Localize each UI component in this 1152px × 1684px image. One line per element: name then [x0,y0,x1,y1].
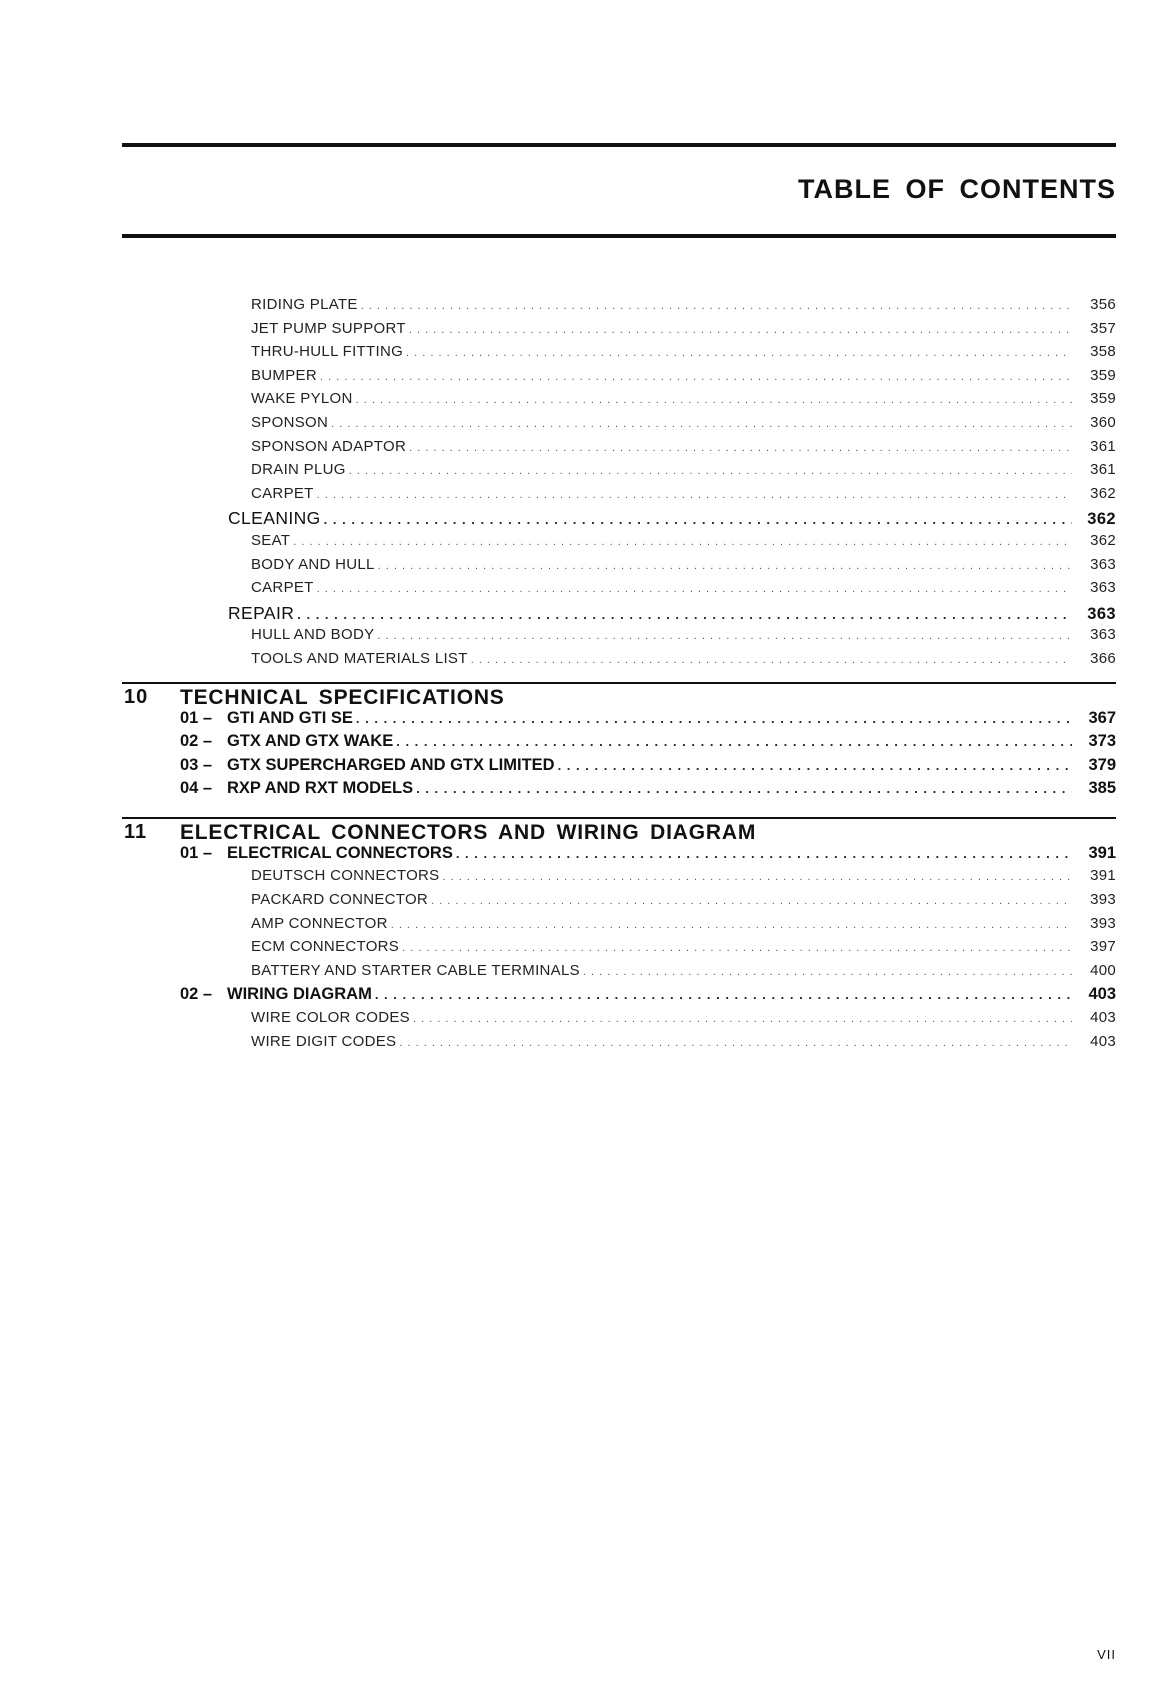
dot-leader [416,781,1072,796]
toc-entry-text: WIRE DIGIT CODES [251,1032,397,1050]
toc-entry-number: 02 – [180,985,213,1004]
toc-entry-text: CARPET [251,579,314,597]
toc-entry-page: 379 [1088,755,1116,774]
toc-entry[interactable] [122,438,1116,462]
dot-leader [406,347,1072,359]
dot-leader [356,711,1072,726]
toc-entry-label [180,985,375,1004]
toc-entry-label [251,367,320,384]
toc-entry[interactable] [122,650,1116,674]
toc-entry-page: 356 [1090,296,1116,313]
toc-entry-page: 393 [1090,914,1116,932]
toc-entry-label [251,556,378,573]
dot-leader [471,654,1072,666]
dot-leader [356,394,1072,406]
toc-entry-label [251,867,442,884]
toc-entry-number: 02 – [180,732,213,751]
chapter-title: TECHNICAL SPECIFICATIONS [180,685,505,709]
dot-leader [317,489,1072,501]
dot-leader [349,465,1072,477]
toc-entry-page: 391 [1088,843,1116,862]
chapter-title: ELECTRICAL CONNECTORS AND WIRING DIAGRAM [180,820,757,844]
toc-entry-label [251,343,406,360]
toc-entry-text: GTX AND GTX WAKE [227,732,394,751]
toc-entry[interactable] [122,732,1116,756]
toc-entry[interactable] [122,1033,1116,1057]
toc-entry-number: 01 – [180,708,213,727]
table-of-contents [122,296,1116,1056]
toc-entry-label [251,891,431,908]
dot-leader [324,512,1072,527]
chapter-block [122,817,1116,1056]
toc-entry-label [251,1009,413,1026]
header-bottom-rule [122,234,1116,238]
toc-entry-text: BATTERY AND STARTER CABLE TERMINALS [251,961,580,979]
dot-leader [391,919,1072,931]
toc-entry-page: 373 [1088,732,1116,751]
toc-entry-text: ELECTRICAL CONNECTORS [227,843,453,862]
dot-leader [402,942,1072,954]
toc-entry-label [228,603,297,624]
toc-entry[interactable] [122,556,1116,580]
toc-entry-label [228,508,324,529]
toc-entry-page: 362 [1090,484,1116,502]
toc-entry[interactable] [122,320,1116,344]
toc-entry[interactable] [122,985,1116,1009]
toc-entry-label [251,650,471,667]
toc-entry-label [251,485,317,502]
toc-entry-text: REPAIR [228,602,295,623]
toc-entry[interactable] [122,1009,1116,1033]
dot-leader [396,734,1072,749]
toc-entry-text: SPONSON ADAPTOR [251,437,407,455]
dot-leader [377,630,1072,642]
toc-entry-text: AMP CONNECTOR [251,914,388,932]
toc-entry[interactable] [122,603,1116,627]
dot-leader [361,300,1072,312]
toc-entry[interactable] [122,343,1116,367]
toc-entry-page: 403 [1088,985,1116,1004]
toc-entry-text: GTI AND GTI SE [227,708,353,727]
toc-entry-text: DRAIN PLUG [251,461,346,479]
toc-entry-text: HULL AND BODY [251,626,375,644]
chapter-number: 10 [124,685,149,708]
chapter-block [122,682,1116,803]
toc-entry-text: ECM CONNECTORS [251,938,400,956]
toc-entry-page: 393 [1090,891,1116,909]
toc-entry-page: 358 [1090,343,1116,361]
toc-entry-page: 360 [1090,413,1116,431]
toc-entry-text: SPONSON [251,413,329,431]
toc-entry[interactable] [122,532,1116,556]
dot-leader [399,1037,1072,1049]
header-top-rule [122,143,1116,147]
toc-entry-label [251,626,377,643]
toc-entry-page: 363 [1090,555,1116,573]
toc-entry[interactable] [122,296,1116,320]
toc-entry-text: BUMPER [251,366,317,384]
chapter-heading[interactable] [122,817,1116,844]
toc-entry[interactable] [122,461,1116,485]
toc-entry-text: DEUTSCH CONNECTORS [251,867,440,885]
toc-continued-section [122,296,1116,674]
dot-leader [558,758,1072,773]
dot-leader [331,418,1072,430]
dot-leader [409,324,1072,336]
dot-leader [413,1013,1072,1025]
toc-entry-page: 359 [1090,390,1116,408]
toc-entry[interactable] [122,709,1116,733]
page-title: TABLE OF CONTENTS [798,174,1116,204]
toc-entry[interactable] [122,891,1116,915]
toc-entry-text: PACKARD CONNECTOR [251,891,429,909]
toc-entry-page: 357 [1090,319,1116,337]
toc-entry-number: 01 – [180,843,213,862]
toc-entry-page: 361 [1090,461,1116,479]
toc-entry[interactable] [122,756,1116,780]
toc-entry[interactable] [122,867,1116,891]
toc-entry-text: WIRE COLOR CODES [251,1009,410,1027]
toc-entry[interactable] [122,626,1116,650]
toc-entry-page: 361 [1090,437,1116,455]
toc-entry-page: 403 [1090,1009,1116,1027]
footer-page-number: VII [1097,1647,1116,1662]
dot-leader [442,871,1072,883]
toc-entry-label [180,779,416,798]
toc-entry-label [251,962,583,979]
toc-entry[interactable] [122,508,1116,532]
toc-entry-page: 397 [1090,938,1116,956]
toc-entry-page: 400 [1090,961,1116,979]
dot-leader [317,583,1072,595]
toc-entry-label [251,461,349,478]
toc-entry-page: 366 [1090,649,1116,667]
toc-entry-page: 359 [1090,366,1116,384]
toc-entry-page: 363 [1090,579,1116,597]
toc-entry-label [251,532,293,549]
toc-entry-text: CLEANING [228,508,321,529]
toc-entry-label [251,414,331,431]
chapter-heading[interactable] [122,682,1116,709]
toc-entry[interactable] [122,390,1116,414]
dot-leader [297,607,1072,622]
toc-entry-text: RIDING PLATE [251,296,358,313]
dot-leader [375,987,1072,1002]
toc-entry-label [251,390,356,407]
chapter-number: 11 [124,820,148,843]
toc-entry-number: 03 – [180,755,213,774]
dot-leader [293,536,1072,548]
toc-entry-label [251,1033,399,1050]
toc-entry-page: 403 [1090,1032,1116,1050]
toc-entry[interactable] [122,915,1116,939]
toc-entry-text: JET PUMP SUPPORT [251,319,406,337]
dot-leader [320,371,1072,383]
toc-entry[interactable] [122,938,1116,962]
dot-leader [409,442,1072,454]
dot-leader [378,560,1072,572]
toc-entry-label [251,438,409,455]
toc-entry-page: 367 [1088,708,1116,727]
toc-entry-page: 385 [1088,779,1116,798]
toc-entry-text: WAKE PYLON [251,390,353,408]
toc-entry-text: BODY AND HULL [251,555,375,573]
toc-entry[interactable] [122,414,1116,438]
toc-entry-text: RXP AND RXT MODELS [227,779,414,798]
toc-entry[interactable] [122,962,1116,986]
toc-entry-page: 362 [1090,531,1116,549]
dot-leader [456,846,1072,861]
toc-entry-label [180,709,356,728]
toc-entry-label [251,915,391,932]
toc-entry-page: 363 [1090,626,1116,644]
toc-entry[interactable] [122,844,1116,868]
toc-chapters [122,682,1116,1057]
toc-entry-text: TOOLS AND MATERIALS LIST [251,649,468,667]
toc-entry-label [251,938,402,955]
toc-entry-label [251,320,409,337]
toc-entry-label [251,579,317,596]
toc-entry-label [180,732,396,751]
toc-entry-page: 391 [1090,867,1116,885]
dot-leader [583,966,1072,978]
toc-entry-text: SEAT [251,531,291,549]
toc-entry-page: 363 [1087,604,1116,623]
toc-entry-label [180,756,558,775]
toc-entry-text: THRU-HULL FITTING [251,343,404,361]
toc-entry-label [180,844,456,863]
toc-entry-text: CARPET [251,484,314,502]
toc-entry[interactable] [122,367,1116,391]
toc-entry[interactable] [122,779,1116,803]
toc-entry-label [251,296,361,313]
toc-entry[interactable] [122,485,1116,509]
toc-entry[interactable] [122,579,1116,603]
dot-leader [431,895,1072,907]
toc-entry-text: GTX SUPERCHARGED AND GTX LIMITED [227,755,555,774]
toc-entry-number: 04 – [180,779,213,798]
toc-entry-page: 362 [1087,510,1116,529]
toc-entry-text: WIRING DIAGRAM [227,985,372,1004]
